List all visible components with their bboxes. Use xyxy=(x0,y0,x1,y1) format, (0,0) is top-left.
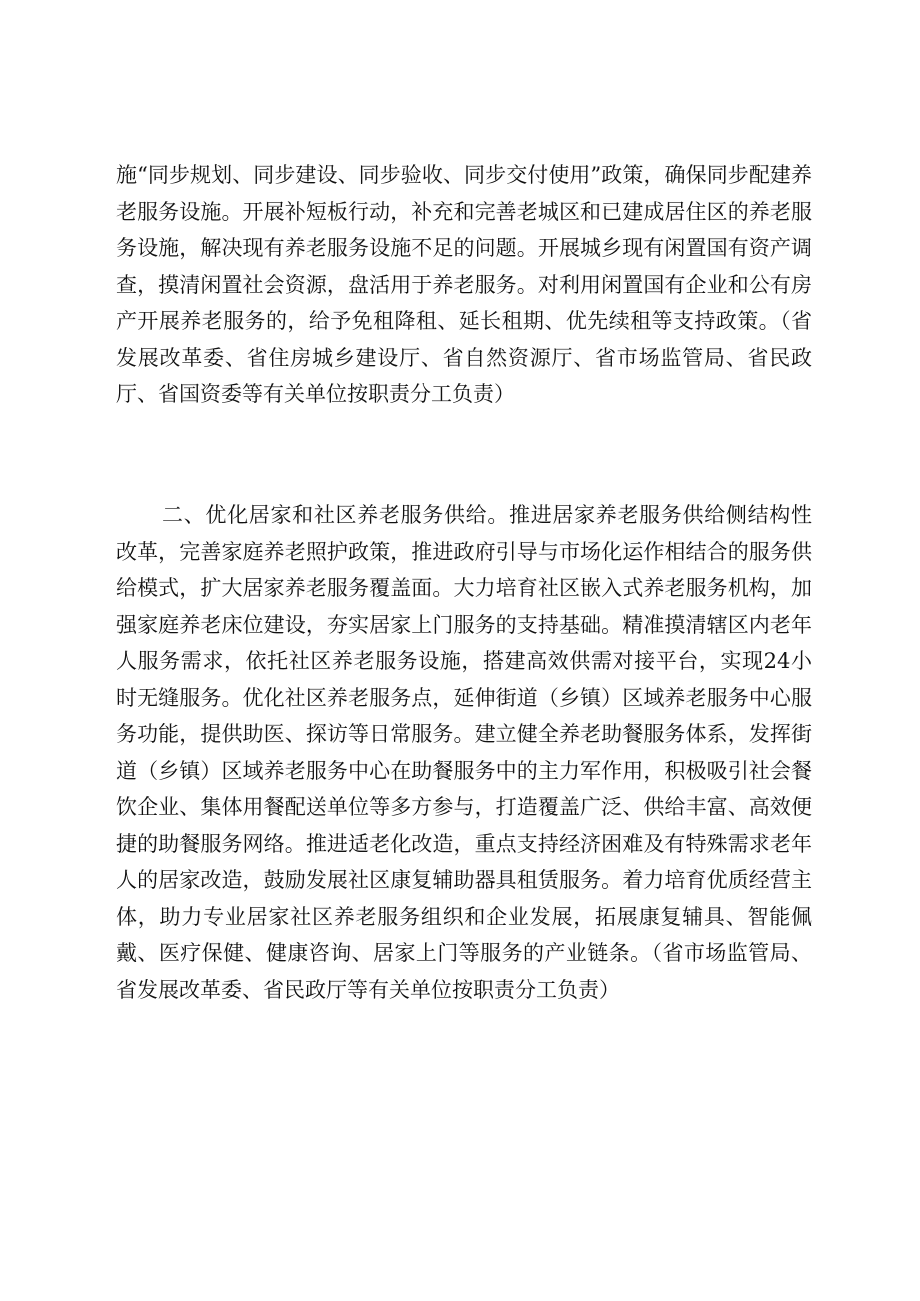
paragraph-facility-planning: 施“同步规划、同步建设、同步验收、同步交付使用”政策，确保同步配建养老服务设施。开展补短板行动，补充和完善老城区和已建成居住区的养老服务设施，解决现有养老服务设施不足的问题。开展城乡现有闲置国有资产调查，摸清闲置社会资源，盘活用于养老服务。对利用闲置国有企业和公有房产开展养老服务的，给予免租降租、延长租期、优先续租等支持政策。（省发展改革委、省住房城乡建设厅、省自然资源厅、省市场监管局、省民政厅、省国资委等有关单位按职责分工负责） xyxy=(116,163,812,406)
paragraph-home-community-services: 二、优化居家和社区养老服务供给。推进居家养老服务供给侧结构性改革，完善家庭养老照护政策，推进政府引导与市场化运作相结合的服务供给模式，扩大居家养老服务覆盖面。大力培育社区嵌入式养老服务机构，加强家庭养老床位建设，夯实居家上门服务的支持基础。精准摸清辖区内老年人服务需求，依托社区养老服务设施，搭建高效供需对接平台，实现24小时无缝服务。优化社区养老服务点，延伸街道（乡镇）区域养老服务中心服务功能，提供助医、探访等日常服务。建立健全养老助餐服务体系，发挥街道（乡镇）区域养老服务中心在助餐服务中的主力军作用，积极吸引社会餐饮企业、集体用餐配送单位等多方参与，打造覆盖广泛、供给丰富、高效便捷的助餐服务网络。推进适老化改造，重点支持经济困难及有特殊需求老年人的居家改造，鼓励发展社区康复辅助器具租赁服务。着力培育优质经营主体，助力专业居家社区养老服务组织和企业发展，拓展康复辅具、智能佩戴、医疗保健、健康咨询、居家上门等服务的产业链条。（省市场监管局、省发展改革委、省民政厅等有关单位按职责分工负责） xyxy=(116,503,812,1002)
